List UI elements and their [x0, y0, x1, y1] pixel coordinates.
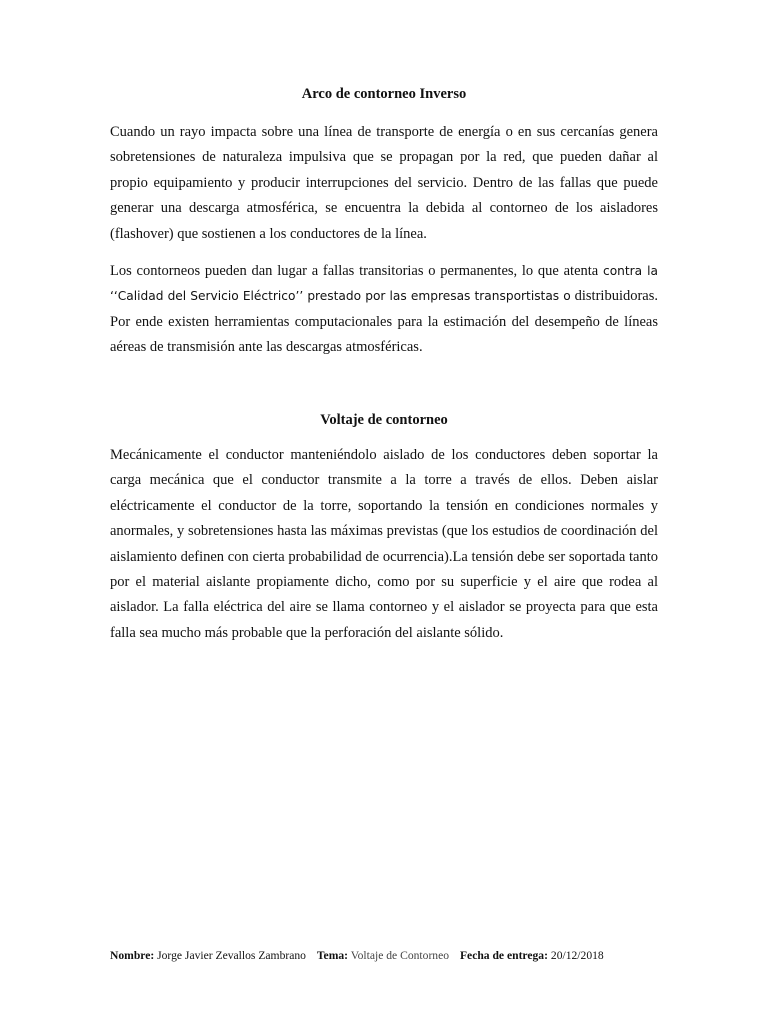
footer-tema-value: Voltaje de Contorneo	[350, 949, 450, 962]
section-title-arco-de-contorneo: Arco de contorneo Inverso	[301, 86, 467, 102]
paragraph-part-3: distribuidoras. Por ende existen herramientas computacionales para la estimación del desempeño de líneas aéreas de transmisión ante las descargas atmosféricas.	[110, 288, 659, 356]
paragraph-contorneos-fallas	[110, 259, 658, 361]
paragraph-mecanicamente: Mecánicamente el conductor manteniéndolo aislado de los conductores deben soportar la carga mecánica que el conductor transmite a la torre a través de ellos. Deben aislar eléctricamente el conductor de la torre, soportando la tensión en condiciones normales y anormales, y sobretensiones hasta las máximas previstas (que los estudios de coordinación del aislamiento definen con cierta probabilidad de ocurrencia).La tensión debe ser soportada tanto por el material aislante propiamente dicho, como por su superficie y el aire que rodea al aislador. La falla eléctrica del aire se llama contorneo y el aislador se proyecta para que esta falla sea mucho más probable que la perforación del aislante sólido.	[110, 447, 658, 641]
paragraph-rayo-impacto: Cuando un rayo impacta sobre una línea de transporte de energía o en sus cercanías genera sobretensiones de naturaleza impulsiva que se propagan por la red, que pueden dañar al propio equipamiento y producir interrupciones del servicio. Dentro de las fallas que puede generar una descarga atmosférica, se encuentra la debida al contorneo de los aisladores (flashover) que sostienen a los conductores de la línea.	[110, 124, 658, 242]
footer-fecha-value: 20/12/2018	[550, 949, 604, 962]
footer-nombre-label: Nombre:	[110, 949, 155, 962]
paragraph-part-1: Los contorneos pueden dan lugar a fallas transitorias o permanentes, lo que atenta	[110, 263, 599, 279]
footer-nombre-value: Jorge Javier Zevallos Zambrano	[157, 949, 306, 962]
page-footer	[110, 949, 670, 962]
paragraph-part-2-calidad-servicio: contra la ‘‘Calidad del Servicio Eléctrico’’ prestado por las empresas transportistas o	[110, 264, 659, 304]
footer-fecha-label: Fecha de entrega:	[459, 949, 548, 962]
section-title-voltaje-de-contorneo: Voltaje de contorneo	[320, 412, 448, 428]
footer-tema-label: Tema:	[316, 949, 349, 962]
